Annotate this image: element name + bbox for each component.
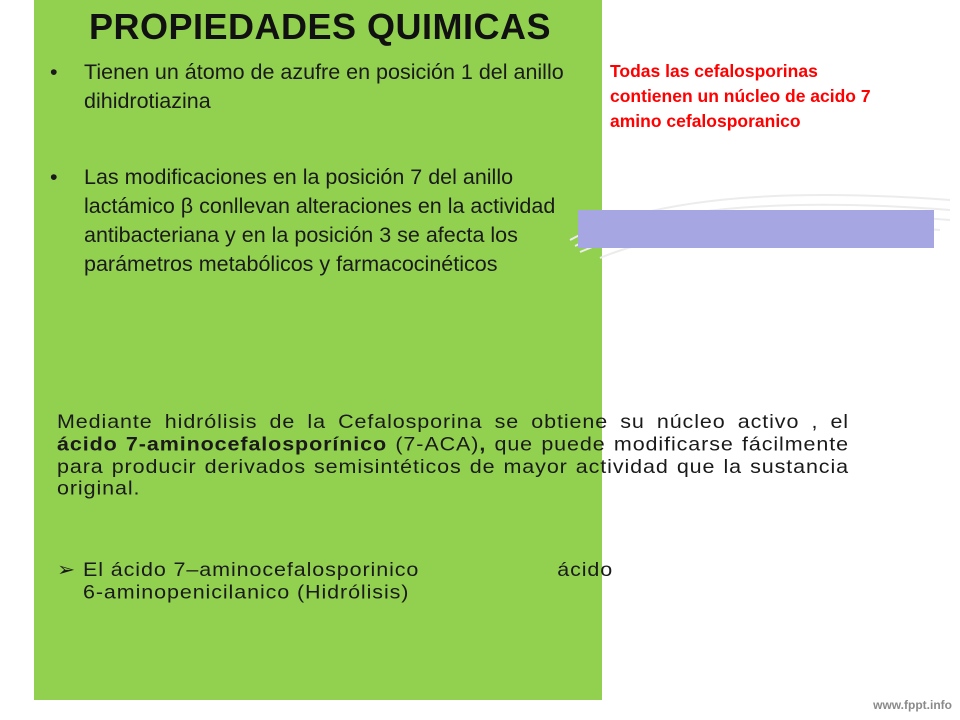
paragraph-bold: , (479, 433, 487, 455)
bullet-item: • Las modificaciones en la posición 7 del anillo lactámico β conllevan alteraciones en la actividad antibacteriana y en la posición 3 se afecta los parámetros metabólicos y farmacocinéticos (50, 163, 572, 279)
arrow-bullet-icon: ➢ (57, 559, 76, 581)
bullet-list (50, 58, 572, 279)
decorative-swoosh (560, 120, 960, 290)
paragraph-text: que puede modificarse fácilmente para producir derivados semisintéticos de mayor actividad que la sustancia original. (57, 433, 849, 500)
paragraph-text: (7-ACA) (387, 433, 480, 455)
footer-url[interactable]: www.fppt.info (873, 698, 952, 712)
paragraph-bold: ácido 7-aminocefalosporínico (57, 433, 388, 455)
arrow-item-right: ácido (557, 559, 614, 581)
arrow-bullet-item (57, 559, 857, 604)
side-note: Todas las cefalosporinas contienen un núcleo de acido 7 amino cefalosporanico (610, 61, 871, 131)
blue-bar (578, 210, 934, 248)
bullet-item: • Tienen un átomo de azufre en posición 1 del anillo dihidrotiazina (50, 58, 572, 116)
arrow-item-left: El ácido 7–aminocefalosporinico (83, 559, 420, 581)
slide-title: PROPIEDADES QUIMICAS (88, 6, 552, 47)
arrow-item-line2: 6-aminopenicilanico (Hidrólisis) (83, 581, 410, 604)
paragraph-text: Mediante hidrólisis de la Cefalosporina se obtiene su núcleo activo , el (57, 411, 849, 433)
hydrolysis-paragraph (57, 411, 849, 500)
